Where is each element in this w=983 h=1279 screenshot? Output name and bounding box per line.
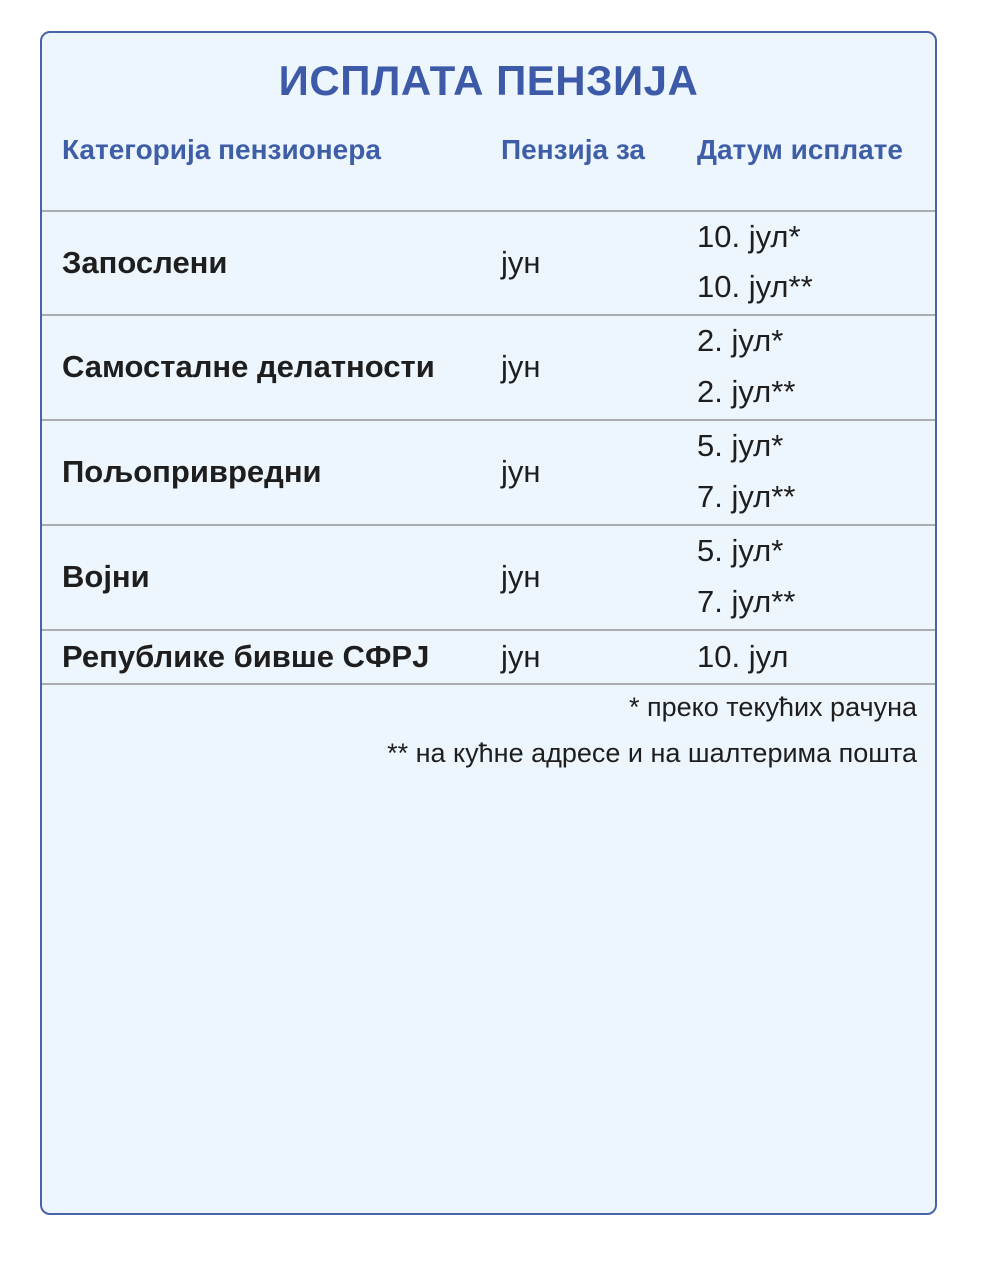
footnote-account: * преко текућих рачуна bbox=[628, 692, 917, 722]
row-pension-for: јун bbox=[501, 639, 541, 674]
row-date-account: 5. јул* bbox=[697, 428, 784, 463]
row-pension-for: јун bbox=[501, 349, 541, 384]
row-date-home: 2. јул** bbox=[697, 374, 796, 409]
header-category: Категорија пензионера bbox=[62, 134, 381, 165]
row-pension-for: јун bbox=[501, 245, 541, 280]
table-row bbox=[42, 316, 935, 419]
row-date-account: 10. јул* bbox=[697, 219, 801, 254]
row-date-account: 5. јул* bbox=[697, 533, 784, 568]
row-date: 10. јул bbox=[697, 639, 789, 674]
table-row bbox=[42, 212, 935, 314]
row-pension-for: јун bbox=[501, 559, 541, 594]
row-date-home: 10. јул** bbox=[697, 269, 813, 304]
row-category: Пољопривредни bbox=[62, 454, 322, 489]
row-pension-for: јун bbox=[501, 454, 541, 489]
row-date-home: 7. јул** bbox=[697, 479, 796, 514]
row-category: Републике бивше СФРЈ bbox=[62, 639, 430, 674]
footnote-home-post: ** на кућне адресе и на шалтерима пошта bbox=[387, 738, 917, 768]
table-row bbox=[42, 631, 935, 683]
table-row bbox=[42, 421, 935, 524]
header-payment-date: Датум исплате bbox=[697, 134, 903, 165]
row-category: Самосталне делатности bbox=[62, 349, 435, 384]
table-row bbox=[42, 526, 935, 629]
row-category: Запослени bbox=[62, 245, 228, 280]
card-title: ИСПЛАТА ПЕНЗИЈА bbox=[278, 57, 699, 104]
table-divider bbox=[42, 683, 935, 685]
row-date-account: 2. јул* bbox=[697, 323, 784, 358]
pension-payment-card bbox=[40, 31, 937, 1215]
header-pension-for: Пензија за bbox=[501, 134, 645, 165]
row-category: Војни bbox=[62, 559, 150, 594]
row-date-home: 7. јул** bbox=[697, 584, 796, 619]
